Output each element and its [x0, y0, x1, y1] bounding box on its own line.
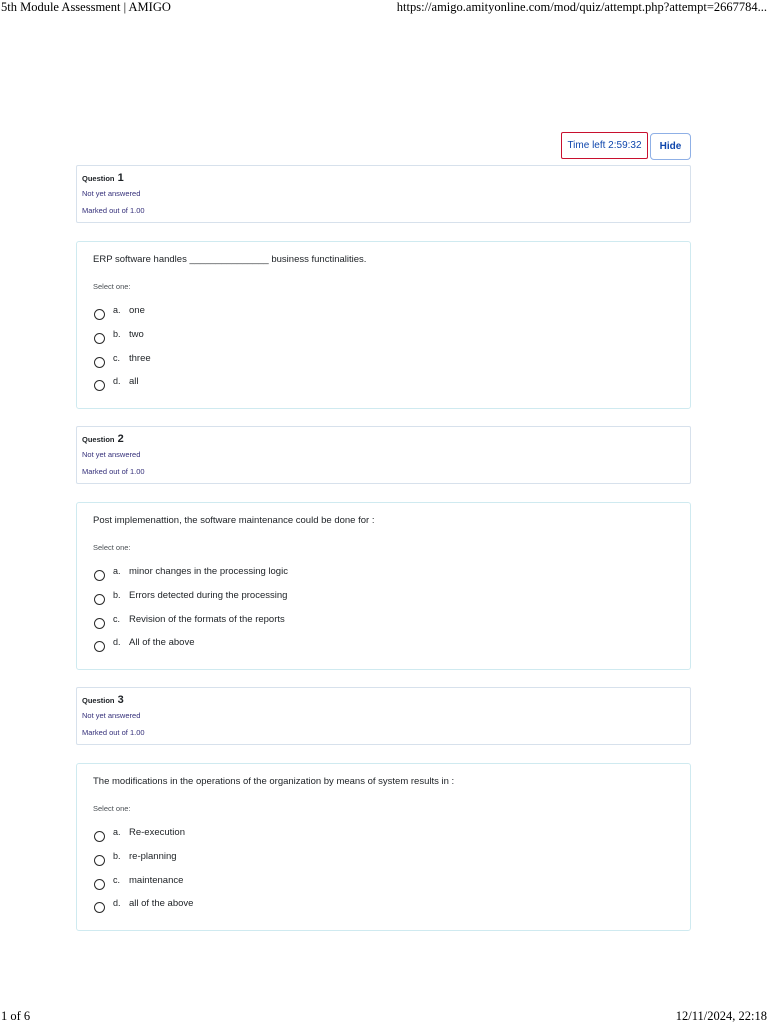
question-label: Question	[82, 435, 115, 444]
radio-button[interactable]	[94, 594, 105, 605]
question-state: Not yet answered	[82, 450, 141, 459]
answer-text[interactable]: all of the above	[129, 898, 194, 909]
radio-button[interactable]	[94, 879, 105, 890]
question-grade: Marked out of 1.00	[82, 206, 145, 215]
print-datetime: 12/11/2024, 22:18	[675, 1009, 767, 1023]
answer-letter: c.	[113, 614, 121, 624]
answer-text[interactable]: Re-execution	[129, 827, 185, 838]
answer-letter: b.	[113, 590, 121, 600]
answer-letter: c.	[113, 875, 121, 885]
radio-button[interactable]	[94, 855, 105, 866]
answer-text[interactable]: one	[129, 305, 145, 316]
hide-timer-button[interactable]: Hide	[650, 133, 691, 160]
answer-letter: d.	[113, 637, 121, 647]
radio-button[interactable]	[94, 357, 105, 368]
question-number	[82, 433, 124, 445]
page-title: 5th Module Assessment | AMIGO	[1, 0, 171, 14]
answer-letter: d.	[113, 376, 121, 386]
answer-letter: c.	[113, 353, 121, 363]
answer-option[interactable]	[94, 566, 654, 586]
question-2-info	[76, 426, 691, 484]
answer-option[interactable]	[94, 305, 654, 325]
question-state: Not yet answered	[82, 189, 141, 198]
page-url: https://amigo.amityonline.com/mod/quiz/attempt.php?attempt=2667784...	[396, 0, 767, 14]
answer-text[interactable]: All of the above	[129, 637, 195, 648]
page-count: 1 of 6	[1, 1009, 31, 1023]
question-grade: Marked out of 1.00	[82, 728, 145, 737]
question-1-content	[76, 241, 691, 409]
question-text: ERP software handles _______________ business functinalities.	[93, 254, 367, 265]
question-number	[82, 694, 124, 706]
radio-button[interactable]	[94, 333, 105, 344]
question-1-info	[76, 165, 691, 223]
answer-option[interactable]	[94, 898, 654, 918]
question-label: Question	[82, 174, 115, 183]
answer-text[interactable]: all	[129, 376, 139, 387]
answer-text[interactable]: maintenance	[129, 875, 184, 886]
answer-text[interactable]: Revision of the formats of the reports	[129, 614, 285, 625]
question-state: Not yet answered	[82, 711, 141, 720]
radio-button[interactable]	[94, 570, 105, 581]
answer-letter: b.	[113, 329, 121, 339]
select-one-prompt: Select one:	[93, 282, 131, 291]
question-2-content	[76, 502, 691, 670]
answer-option[interactable]	[94, 329, 654, 349]
question-grade: Marked out of 1.00	[82, 467, 145, 476]
answer-text[interactable]: minor changes in the processing logic	[129, 566, 288, 577]
radio-button[interactable]	[94, 902, 105, 913]
answer-option[interactable]	[94, 851, 654, 871]
radio-button[interactable]	[94, 380, 105, 391]
question-text: Post implemenattion, the software maintenance could be done for :	[93, 515, 375, 526]
answer-option[interactable]	[94, 590, 654, 610]
answer-text[interactable]: three	[129, 353, 151, 364]
question-3-content	[76, 763, 691, 931]
print-header	[0, 0, 768, 16]
radio-button[interactable]	[94, 641, 105, 652]
radio-button[interactable]	[94, 618, 105, 629]
answer-option[interactable]	[94, 875, 654, 895]
answer-letter: a.	[113, 305, 121, 315]
question-text: The modifications in the operations of the organization by means of system results in :	[93, 776, 455, 787]
question-number-value: 2	[117, 433, 124, 445]
answer-option[interactable]	[94, 353, 654, 373]
select-one-prompt: Select one:	[93, 804, 131, 813]
answer-letter: d.	[113, 898, 121, 908]
radio-button[interactable]	[94, 309, 105, 320]
answer-text[interactable]: two	[129, 329, 144, 340]
answer-text[interactable]: Errors detected during the processing	[129, 590, 288, 601]
radio-button[interactable]	[94, 831, 105, 842]
question-3-info	[76, 687, 691, 745]
question-label: Question	[82, 696, 115, 705]
answer-option[interactable]	[94, 614, 654, 634]
answer-option[interactable]	[94, 376, 654, 396]
question-number-value: 3	[117, 694, 124, 706]
select-one-prompt: Select one:	[93, 543, 131, 552]
answer-option[interactable]	[94, 827, 654, 847]
quiz-timer: Time left 2:59:32	[561, 132, 648, 159]
print-footer	[0, 1009, 768, 1025]
question-number-value: 1	[117, 172, 124, 184]
answer-letter: b.	[113, 851, 121, 861]
answer-option[interactable]	[94, 637, 654, 657]
answer-text[interactable]: re-planning	[129, 851, 177, 862]
question-number	[82, 172, 124, 184]
answer-letter: a.	[113, 827, 121, 837]
answer-letter: a.	[113, 566, 121, 576]
